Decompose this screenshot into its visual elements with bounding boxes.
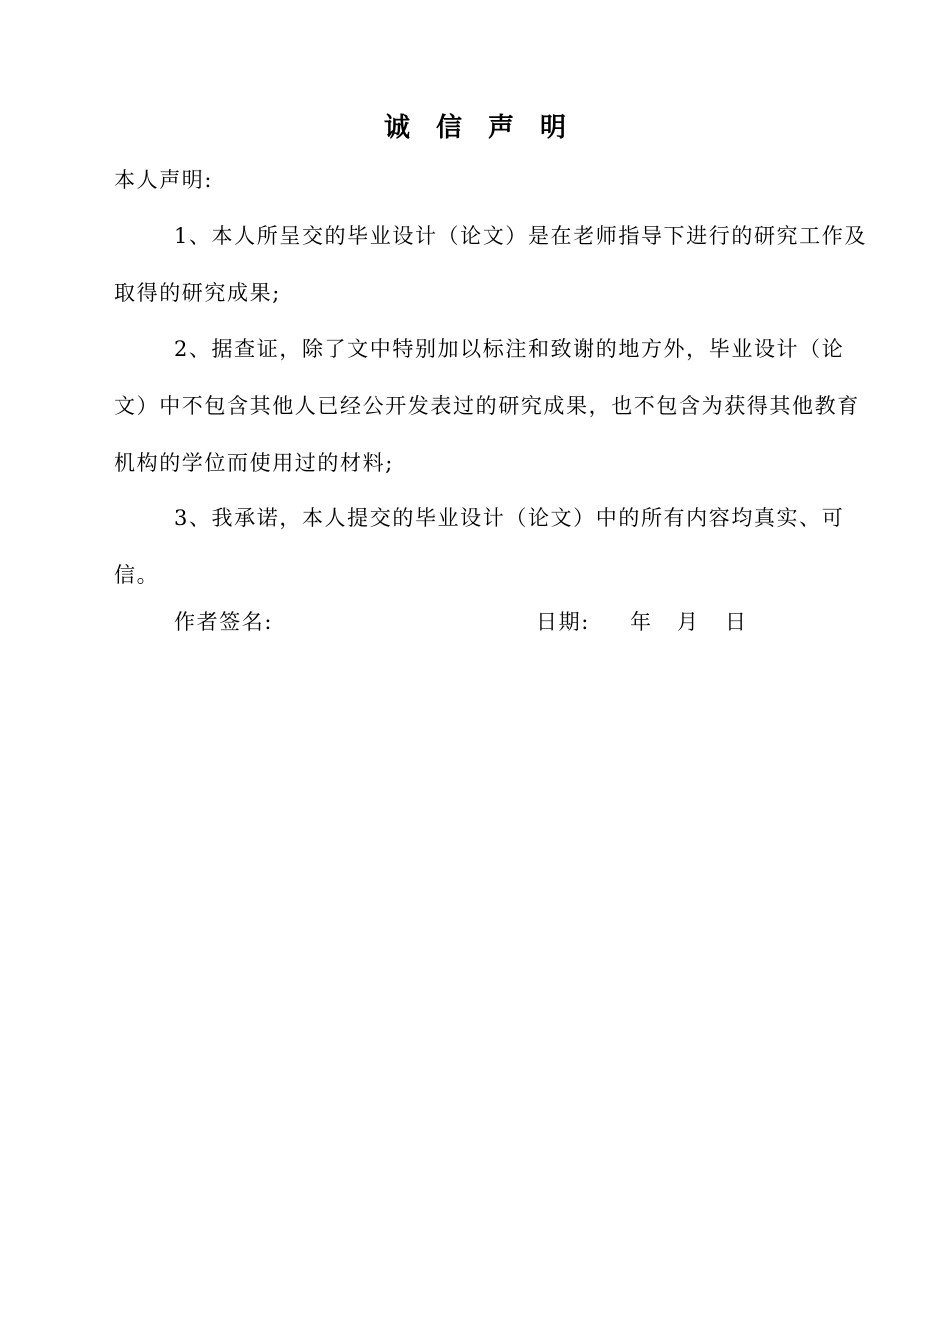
paragraph-2: 2、据查证，除了文中特别加以标注和致谢的地方外，毕业设计（论文）中不包含其他人已经公开发表过的研究成果，也不包含为获得其他教育机构的学位而使用过的材料; xyxy=(114,337,860,475)
month-label: 月 xyxy=(677,610,700,634)
page-title: 诚信声明 xyxy=(383,113,592,143)
signature-row xyxy=(174,594,874,651)
day-label: 日 xyxy=(725,610,748,634)
year-label: 年 xyxy=(630,610,653,634)
paragraph-1: 1、本人所呈交的毕业设计（论文）是在老师指导下进行的研究工作及取得的研究成果; xyxy=(114,224,867,305)
date-label: 日期: xyxy=(536,610,590,634)
signature-label: 作者签名: xyxy=(174,610,274,634)
intro-line: 本人声明: xyxy=(114,168,214,192)
paragraph-3: 3、我承诺，本人提交的毕业设计（论文）中的所有内容均真实、可信。 xyxy=(114,506,845,587)
